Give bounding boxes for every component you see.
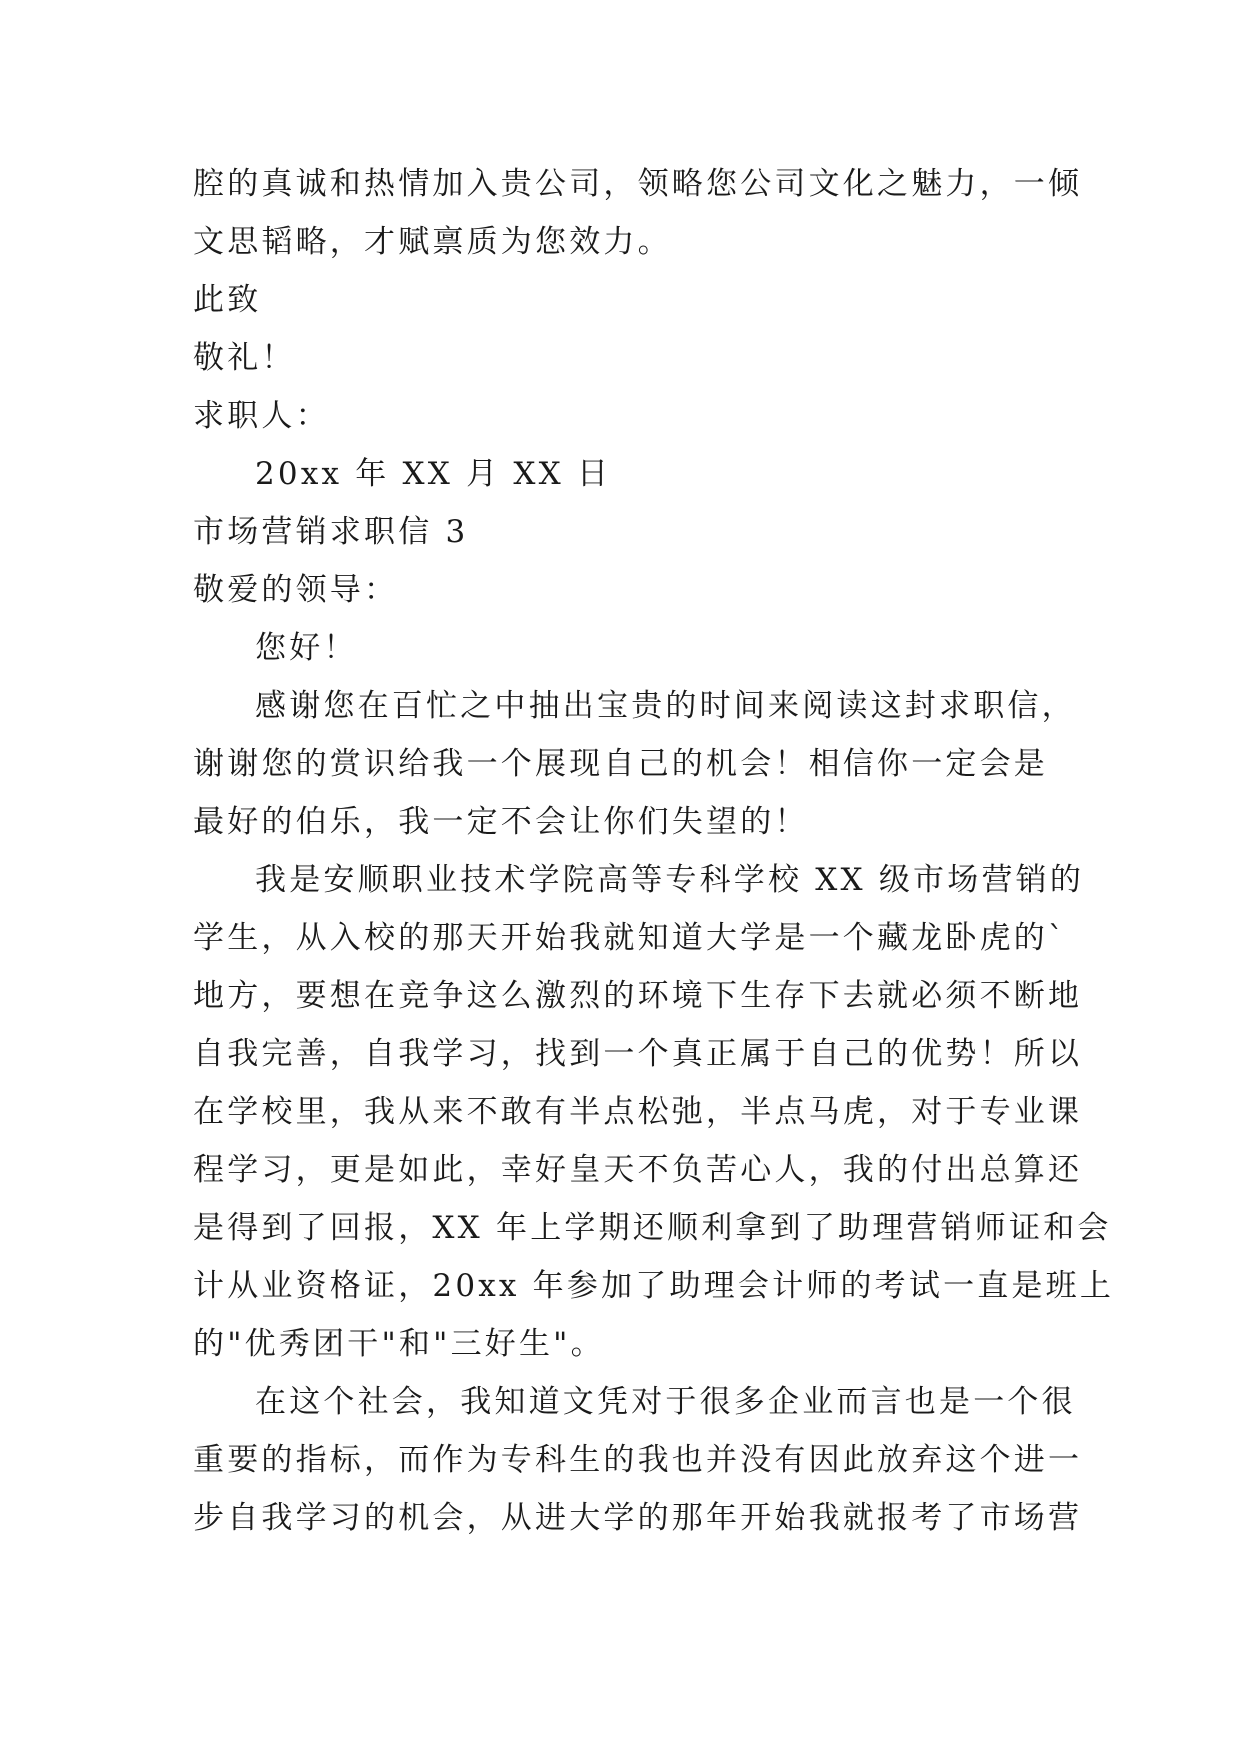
- text-line: 腔的真诚和热情加入贵公司，领略您公司文化之魅力，一倾: [193, 166, 1083, 202]
- text-line: 程学习，更是如此，幸好皇天不负苦心人，我的付出总算还: [193, 1152, 1083, 1188]
- text-line: 学生，从入校的那天开始我就知道大学是一个藏龙卧虎的`: [193, 920, 1067, 956]
- text-line: 感谢您在百忙之中抽出宝贵的时间来阅读这封求职信，: [255, 688, 1076, 724]
- text-line: 的"优秀团干"和"三好生"。: [193, 1326, 605, 1362]
- closing-salutation: 此致: [193, 282, 262, 318]
- text-line: 在这个社会，我知道文凭对于很多企业而言也是一个很: [255, 1384, 1076, 1420]
- text-line: 谢谢您的赏识给我一个展现自己的机会！相信你一定会是: [193, 746, 1048, 782]
- applicant-label: 求职人：: [193, 398, 330, 434]
- section-title: 市场营销求职信 3: [193, 514, 469, 550]
- text-line: 文思韬略，才赋禀质为您效力。: [193, 224, 672, 260]
- text-line: 地方，要想在竞争这么激烈的环境下生存下去就必须不断地: [193, 978, 1083, 1014]
- text-line: 我是安顺职业技术学院高等专科学校 XX 级市场营销的: [255, 862, 1085, 898]
- text-line: 重要的指标，而作为专科生的我也并没有因此放弃这个进一: [193, 1442, 1083, 1478]
- text-line: 是得到了回报，XX 年上学期还顺利拿到了助理营销师证和会: [193, 1210, 1112, 1246]
- text-line: 在学校里，我从来不敢有半点松弛，半点马虎，对于专业课: [193, 1094, 1083, 1130]
- text-line: 步自我学习的机会，从进大学的那年开始我就报考了市场营: [193, 1500, 1083, 1536]
- text-line: 计从业资格证，20xx 年参加了助理会计师的考试一直是班上: [193, 1268, 1115, 1304]
- greeting: 敬爱的领导：: [193, 572, 399, 608]
- closing-regards: 敬礼！: [193, 340, 296, 376]
- text-line: 最好的伯乐，我一定不会让你们失望的！: [193, 804, 809, 840]
- greeting-hello: 您好！: [255, 630, 358, 666]
- letter-date: 20xx 年 XX 月 XX 日: [255, 456, 612, 492]
- text-line: 自我完善，自我学习，找到一个真正属于自己的优势！所以: [193, 1036, 1083, 1072]
